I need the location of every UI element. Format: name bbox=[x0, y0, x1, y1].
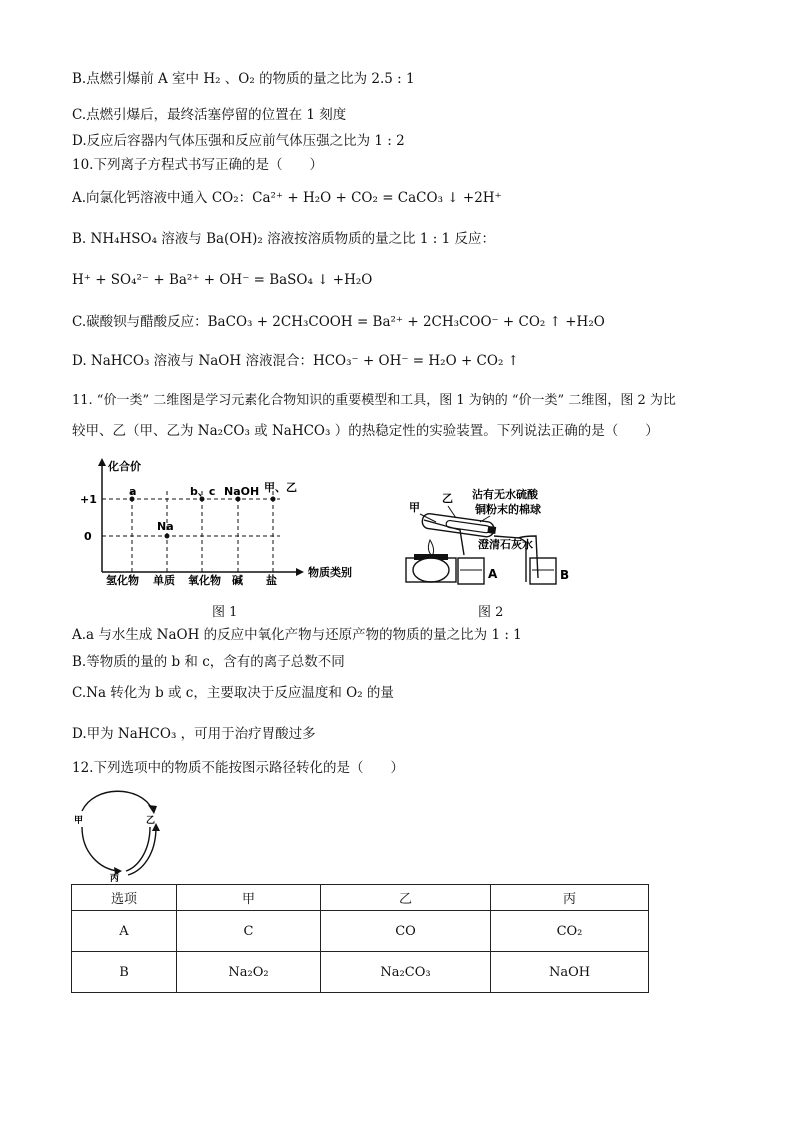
cotton-note-2: 铜粉末的棉球 bbox=[475, 503, 541, 516]
q10-stem: 10.下列离子方程式书写正确的是（ ） bbox=[72, 157, 323, 173]
q11-option-a: A.a 与水生成 NaOH 的反应中氧化产物与还原产物的物质的量之比为 1 : 1 bbox=[72, 627, 522, 643]
tick-plus1: +1 bbox=[80, 493, 97, 506]
q10-option-b: B. NH₄HSO₄ 溶液与 Ba(OH)₂ 溶液按溶质物质的量之比 1 : 1 反应： bbox=[72, 231, 496, 247]
point-na bbox=[165, 534, 170, 539]
table-cell: CO₂ bbox=[491, 911, 649, 952]
label-bc: b、c bbox=[190, 485, 216, 498]
table-cell: C bbox=[177, 911, 321, 952]
table-cell: NaOH bbox=[491, 952, 649, 993]
cotton-note-1: 沾有无水硫酸 bbox=[472, 488, 538, 501]
category-base: 碱 bbox=[232, 574, 243, 587]
tick-zero: 0 bbox=[84, 530, 92, 543]
category-salt: 盐 bbox=[266, 574, 277, 587]
q9-option-d: D.反应后容器内气体压强和反应前气体压强之比为 1 : 2 bbox=[72, 133, 405, 149]
table-cell: CO bbox=[321, 911, 491, 952]
table-header-row bbox=[72, 885, 649, 911]
table-cell: B bbox=[72, 952, 177, 993]
valence-class-diagram bbox=[80, 455, 390, 590]
outer-test-tube bbox=[421, 513, 496, 538]
q9-option-b: B.点燃引爆前 A 室中 H₂ 、O₂ 的物质的量之比为 2.5 : 1 bbox=[72, 71, 415, 87]
table-cell: Na₂CO₃ bbox=[321, 952, 491, 993]
figure1-caption: 图 1 bbox=[212, 605, 238, 620]
options-table bbox=[71, 884, 649, 993]
q11-option-c: C.Na 转化为 b 或 c，主要取决于反应温度和 O₂ 的量 bbox=[72, 685, 394, 701]
q11-option-d: D.甲为 NaHCO₃ ，可用于治疗胃酸过多 bbox=[72, 726, 316, 742]
figure2-caption: 图 2 bbox=[478, 605, 504, 620]
category-element: 单质 bbox=[153, 574, 175, 587]
label-jiayi: 甲、乙 bbox=[264, 481, 297, 494]
cycle-bing: 丙 bbox=[110, 874, 120, 883]
category-oxide: 氧化物 bbox=[188, 574, 221, 587]
q10-option-a: A.向氯化钙溶液中通入 CO₂：Ca²⁺ + H₂O + CO₂ = CaCO₃ ↓ +2H⁺ bbox=[72, 190, 502, 206]
header-yi: 乙 bbox=[321, 885, 491, 911]
q11-stem-line2: 较甲、乙（甲、乙为 Na₂CO₃ 或 NaHCO₃ ）的热稳定性的实验装置。下列说法正确的是（ ） bbox=[72, 423, 659, 439]
q10-option-c: C.碳酸钡与醋酸反应：BaCO₃ + 2CH₃COOH = Ba²⁺ + 2CH₃COO⁻ + CO₂ ↑ +H₂O bbox=[72, 314, 605, 330]
header-option: 选项 bbox=[72, 885, 177, 911]
beaker-a bbox=[458, 558, 484, 584]
header-jia: 甲 bbox=[177, 885, 321, 911]
q10-option-b-equation: H⁺ + SO₄²⁻ + Ba²⁺ + OH⁻ = BaSO₄ ↓ +H₂O bbox=[72, 272, 373, 288]
q12-stem: 12.下列选项中的物质不能按图示路径转化的是（ ） bbox=[72, 760, 404, 776]
x-axis-label: 物质类别 bbox=[308, 566, 352, 579]
q10-option-d: D. NaHCO₃ 溶液与 NaOH 溶液混合：HCO₃⁻ + OH⁻ = H₂O + CO₂ ↑ bbox=[72, 353, 519, 369]
label-jia: 甲 bbox=[409, 501, 420, 514]
category-hydride: 氢化物 bbox=[106, 574, 139, 587]
limewater-label: 澄清石灰水 bbox=[478, 538, 533, 551]
label-a: a bbox=[129, 485, 137, 498]
cycle-jia: 甲 bbox=[74, 816, 84, 826]
table-cell: Na₂O₂ bbox=[177, 952, 321, 993]
header-bing: 丙 bbox=[491, 885, 649, 911]
q11-option-b: B.等物质的量的 b 和 c，含有的离子总数不同 bbox=[72, 654, 345, 670]
table-cell: A bbox=[72, 911, 177, 952]
table-row bbox=[72, 952, 649, 993]
y-axis-label: 化合价 bbox=[108, 460, 141, 473]
conversion-cycle-diagram bbox=[70, 783, 170, 883]
beaker-a-label: A bbox=[488, 567, 498, 581]
q11-stem-line1: 11. “价一类” 二维图是学习元素化合物知识的重要模型和工具，图 1 为钠的 “价一类” 二维图，图 2 为比 bbox=[72, 393, 676, 408]
beaker-b-label: B bbox=[560, 568, 570, 582]
point-jiayi bbox=[271, 497, 276, 502]
table-row bbox=[72, 911, 649, 952]
q9-option-c: C.点燃引爆后，最终活塞停留的位置在 1 刻度 bbox=[72, 107, 347, 123]
apparatus-diagram bbox=[400, 478, 590, 588]
beaker-b bbox=[530, 558, 556, 584]
cycle-yi: 乙 bbox=[146, 816, 156, 826]
label-yi: 乙 bbox=[442, 492, 453, 505]
label-naoh: NaOH bbox=[224, 485, 260, 498]
label-na: Na bbox=[157, 520, 174, 533]
